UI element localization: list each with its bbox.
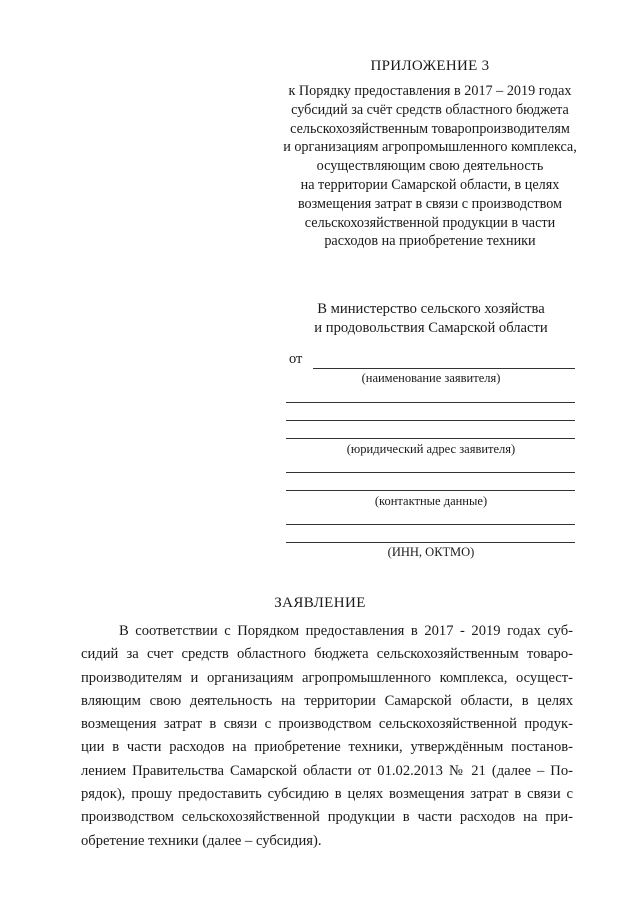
- appendix-line: и организациям агропромышленного комплекса,: [283, 139, 577, 156]
- appendix-line: возмещения затрат в связи с производством: [297, 195, 563, 212]
- statement-line: лением Правительства Самарской области от 01.02.2013 № 21 (далее – По-: [81, 762, 573, 779]
- statement-line: обретение техники (далее – субсидия).: [81, 832, 322, 849]
- statement-line: производством сельскохозяйственной продукции в части расходов на при-: [81, 809, 573, 826]
- address-field-line: [286, 420, 575, 421]
- appendix-line: сельскохозяйственной продукции в части: [304, 214, 556, 231]
- recipient-line: и продовольствия Самарской области: [314, 320, 548, 336]
- appendix-line: сельскохозяйственным товаропроизводителям: [290, 120, 570, 137]
- appendix-line: осуществляющим свою деятельность: [316, 158, 544, 175]
- inn-caption: (ИНН, ОКТМО): [387, 545, 475, 559]
- applicant-name-field: [313, 368, 575, 369]
- appendix-description: [262, 82, 598, 251]
- appendix-line: расходов на приобретение техники: [324, 233, 536, 250]
- address-field-line: [286, 402, 575, 403]
- contacts-field-line: [286, 490, 575, 491]
- inn-field-line: [286, 542, 575, 543]
- statement-heading: ЗАЯВЛЕНИЕ: [274, 595, 366, 611]
- appendix-title: ПРИЛОЖЕНИЕ 3: [370, 58, 490, 74]
- address-caption: (юридический адрес заявителя): [346, 442, 516, 456]
- contacts-caption: (контактные данные): [374, 494, 488, 508]
- recipient-line: В министерство сельского хозяйства: [317, 301, 545, 317]
- recipient-block: [286, 300, 576, 338]
- inn-field-line: [286, 524, 575, 525]
- appendix-line: к Порядку предоставления в 2017 – 2019 годах: [288, 83, 572, 99]
- appendix-line: субсидий за счёт средств областного бюджета: [291, 101, 569, 118]
- appendix-line: на территории Самарской области, в целях: [300, 176, 560, 193]
- statement-line: производителям и организациям агропромышленного комплекса, осущест-: [81, 669, 573, 686]
- statement-line: рядок), прошу предоставить субсидию в целях возмещения затрат в связи с: [81, 786, 573, 803]
- statement-line: возмещения затрат в связи с производством сельскохозяйственной продук-: [81, 716, 573, 733]
- statement-body: [81, 620, 573, 853]
- statement-line: В соответствии с Порядком предоставления в 2017 - 2019 годах суб-: [119, 623, 573, 639]
- contacts-field-line: [286, 472, 575, 473]
- from-label: от: [289, 351, 303, 367]
- statement-line: вляющим свою деятельность на территории Самарской области, в целях: [81, 692, 573, 709]
- statement-line: сидий за счет средств областного бюджета сельскохозяйственным товаро-: [81, 646, 573, 663]
- statement-line: ции в части расходов на приобретение техники, утверждённым постанов-: [81, 739, 573, 756]
- applicant-name-caption: (наименование заявителя): [361, 371, 501, 385]
- address-field-line: [286, 438, 575, 439]
